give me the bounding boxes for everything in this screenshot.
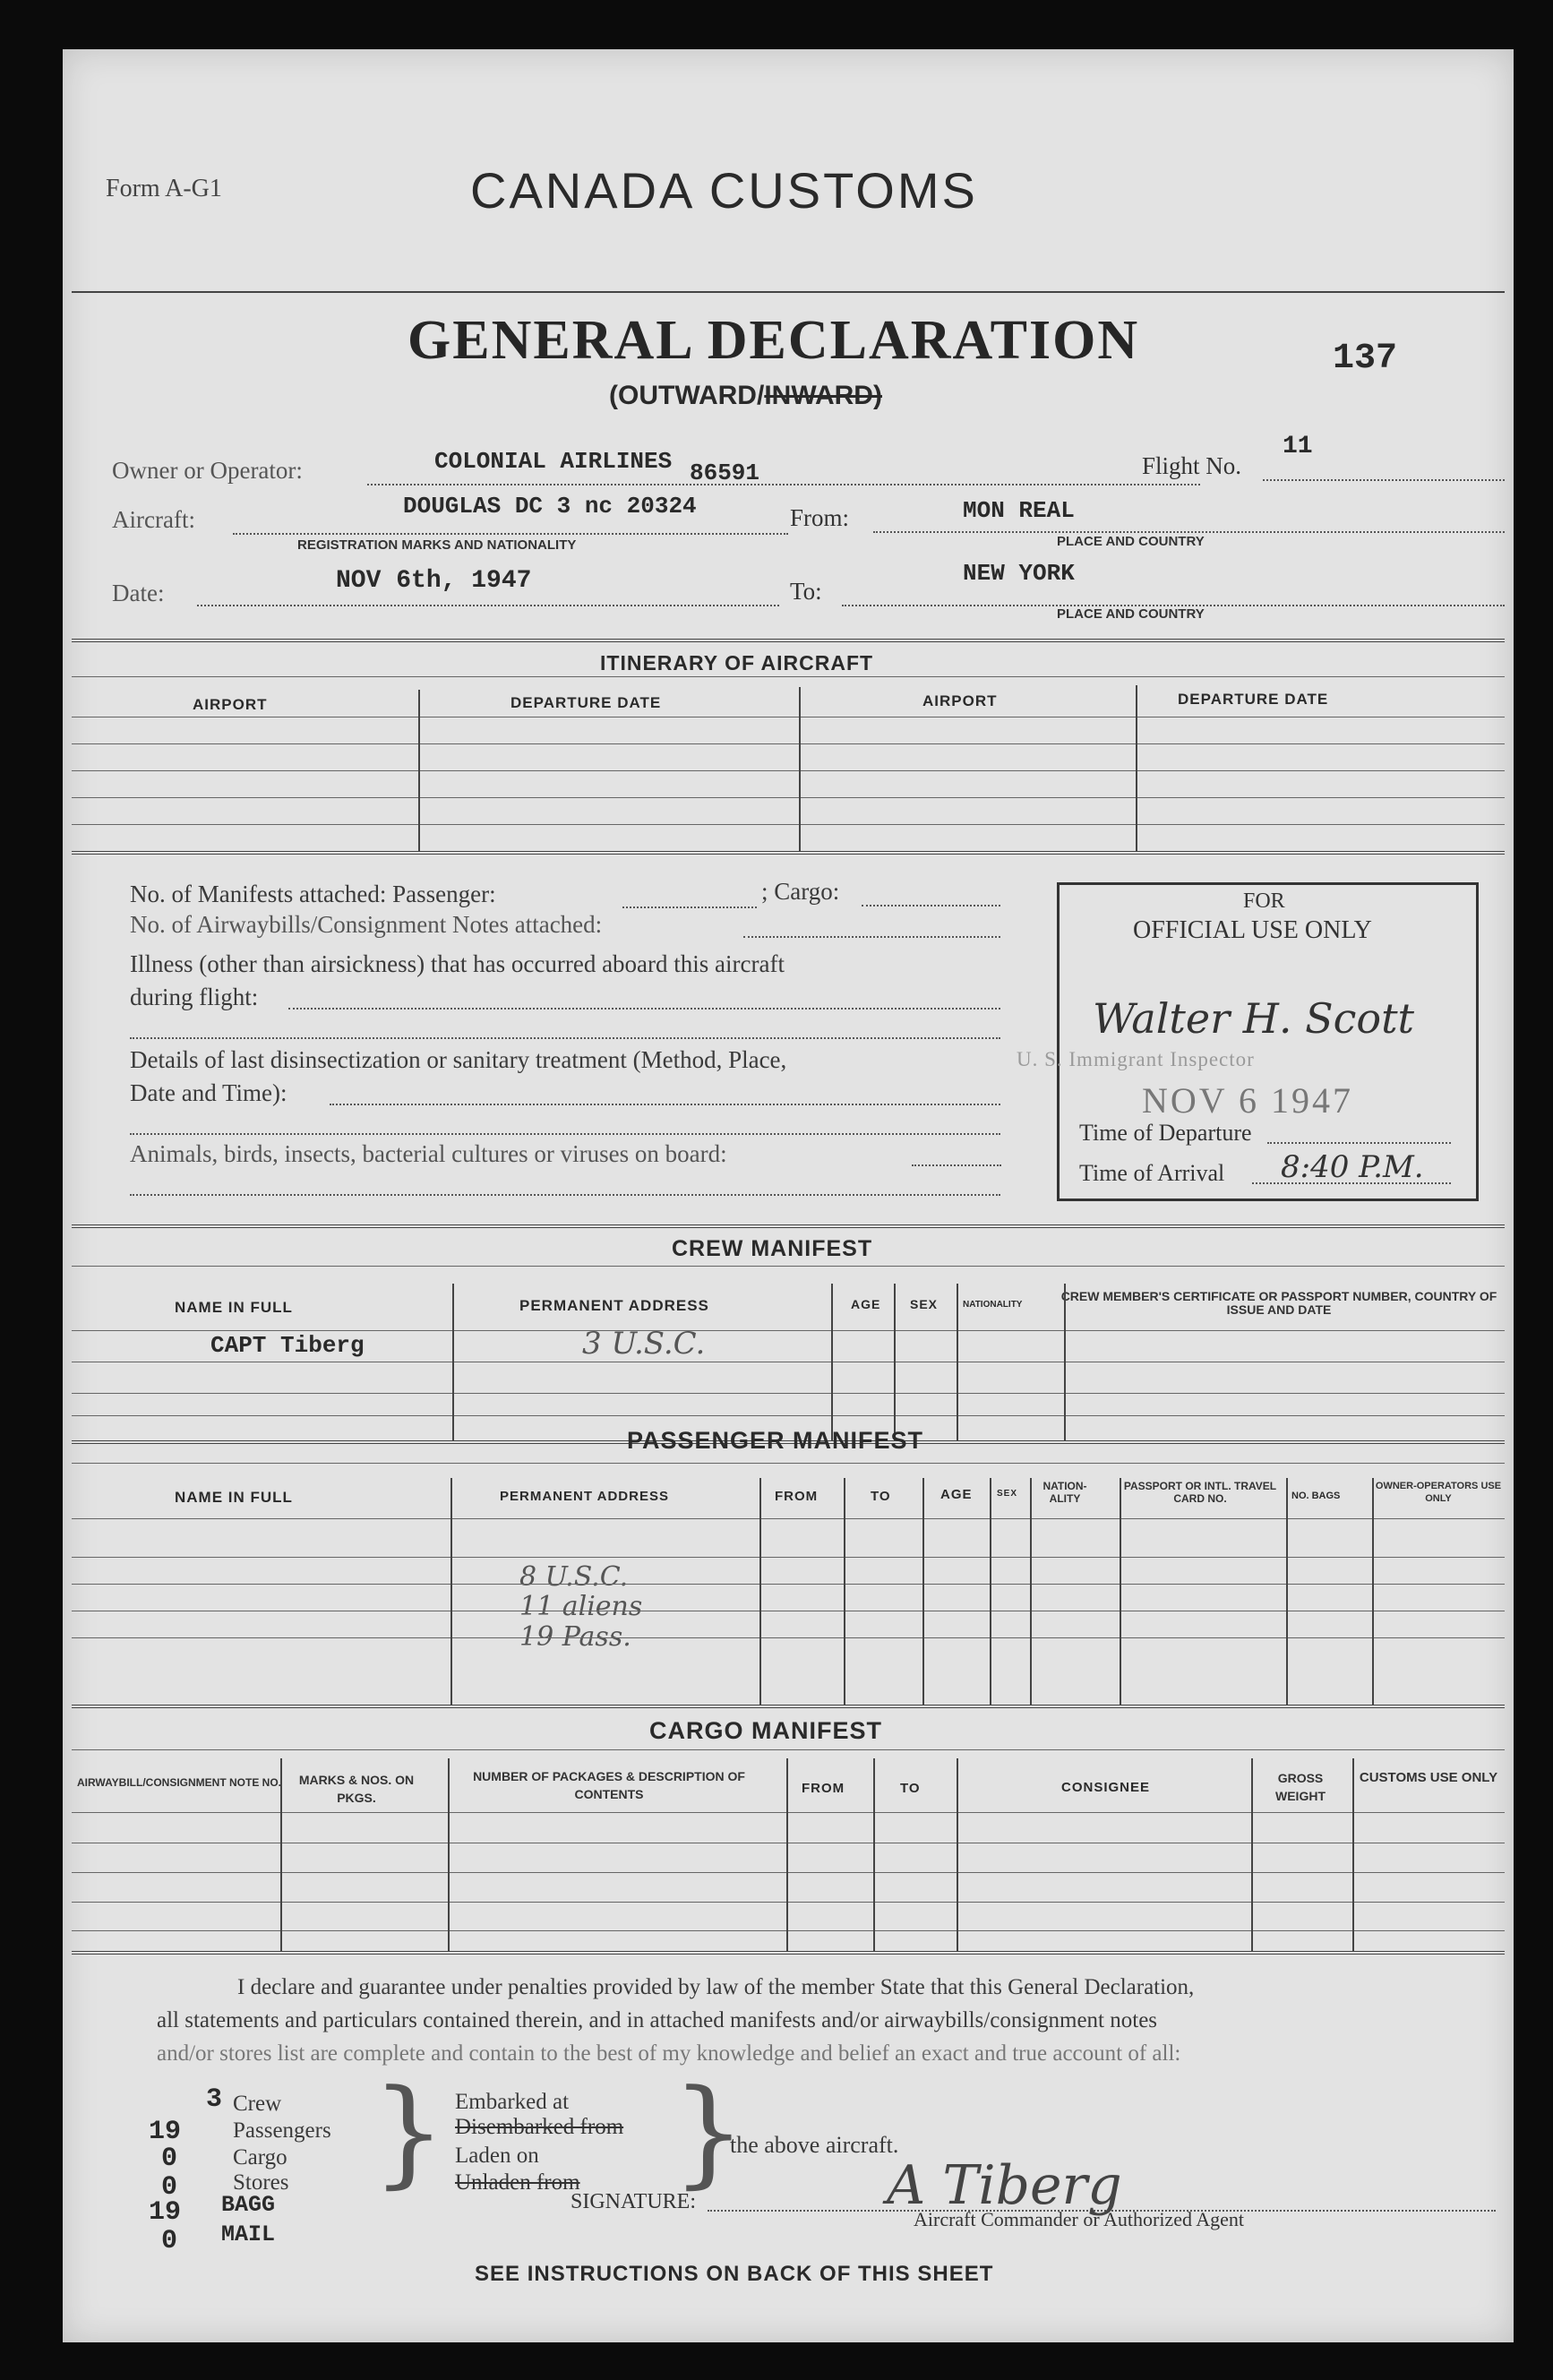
crew-row-address: 3 U.S.C. — [582, 1326, 706, 1362]
owner-number: 86591 — [690, 460, 760, 486]
pax-col-to: TO — [871, 1489, 891, 1504]
manifests-label: No. of Manifests attached: Passenger: — [130, 881, 496, 907]
disembarked-label: Disembarked from — [455, 2115, 624, 2139]
total-bagg-count: 19 — [149, 2197, 182, 2228]
itinerary-col-date-2: DEPARTURE DATE — [1178, 691, 1329, 708]
flight-value: 11 — [1283, 433, 1313, 460]
inspector-stamp: U. S. Immigrant Inspector — [1017, 1048, 1255, 1070]
pax-col-sex: SEX — [997, 1489, 1018, 1499]
pax-col-name: NAME IN FULL — [175, 1489, 293, 1506]
from-value: MON REAL — [963, 497, 1075, 524]
total-mail-label: MAIL — [221, 2221, 276, 2247]
total-pax-label: Passengers — [233, 2118, 331, 2143]
crew-row-name: CAPT Tiberg — [210, 1332, 365, 1359]
official-signature: Walter H. Scott — [1093, 994, 1415, 1043]
form-number: 137 — [1333, 339, 1398, 379]
crew-col-age: AGE — [851, 1297, 881, 1311]
total-cargo-count: 0 — [161, 2144, 178, 2174]
total-stores-label: Stores — [233, 2170, 289, 2195]
crew-col-certificate — [1055, 1290, 1503, 1317]
pax-col-age: AGE — [940, 1487, 973, 1502]
cargo-col-marks-text: MARKS & NOS. ON PKGS. — [298, 1773, 415, 1805]
crew-col-address: PERMANENT ADDRESS — [519, 1297, 709, 1314]
signature-caption: Aircraft Commander or Authorized Agent — [914, 2208, 1245, 2230]
date-value: NOV 6th, 1947 — [336, 567, 532, 595]
arrival-value: 8:40 P.M. — [1281, 1149, 1424, 1185]
cargo-col-airwaybill-text: AIRWAYBILL/CONSIGNMENT NOTE NO. — [76, 1776, 281, 1789]
total-crew-count: 3 — [206, 2084, 223, 2115]
cargo-col-customs — [1357, 1769, 1500, 1787]
footer-instructions: SEE INSTRUCTIONS ON BACK OF THIS SHEET — [475, 2262, 994, 2286]
from-label: From: — [790, 504, 850, 531]
owner-value: COLONIAL AIRLINES — [434, 448, 673, 475]
to-caption: PLACE AND COUNTRY — [1057, 606, 1205, 622]
declaration-line-3: and/or stores list are complete and contain to the best of my knowledge and belief an exact and true account of all: — [157, 2041, 1181, 2066]
unladen-label: Unladen from — [455, 2170, 580, 2195]
form-id: Form A-G1 — [106, 175, 222, 202]
cargo-col-airwaybill — [76, 1774, 282, 1791]
total-crew-label: Crew — [233, 2092, 282, 2116]
animals-label: Animals, birds, insects, bacterial cultures or viruses on board: — [130, 1140, 727, 1167]
disinsect-line-2: Date and Time): — [130, 1079, 287, 1106]
pax-col-bags: NO. BAGS — [1291, 1491, 1341, 1501]
left-brace: } — [372, 2064, 446, 2200]
laden-label: Laden on — [455, 2144, 539, 2168]
total-stores-count: 0 — [161, 2172, 178, 2203]
agency-title: CANADA CUSTOMS — [470, 162, 978, 219]
cargo-col-to: TO — [900, 1781, 921, 1796]
signature-label: SIGNATURE: — [571, 2190, 697, 2213]
disinsect-line-1: Details of last disinsectization or sanitary treatment (Method, Place, — [130, 1046, 787, 1073]
departure-label: Time of Departure — [1079, 1120, 1252, 1146]
pax-col-from: FROM — [775, 1489, 819, 1504]
pax-col-address: PERMANENT ADDRESS — [500, 1489, 669, 1504]
official-title-1: FOR — [1243, 889, 1285, 913]
crew-col-nationality: NATIONALITY — [963, 1300, 1023, 1310]
pax-entry-2: 11 aliens — [519, 1591, 643, 1622]
cargo-title: CARGO MANIFEST — [649, 1717, 882, 1744]
total-mail-count: 0 — [161, 2226, 178, 2256]
total-bagg-label: BAGG — [221, 2192, 276, 2218]
to-value: NEW YORK — [963, 560, 1075, 587]
aircraft-caption: REGISTRATION MARKS AND NATIONALITY — [297, 537, 577, 553]
crew-col-certificate-text: CREW MEMBER'S CERTIFICATE OR PASSPORT NUMBER, COUNTRY OF ISSUE AND DATE — [1060, 1289, 1497, 1317]
stamp-date: NOV 6 1947 — [1142, 1080, 1353, 1121]
flight-label: Flight No. — [1142, 452, 1242, 479]
arrival-label: Time of Arrival — [1079, 1160, 1225, 1186]
declaration-line-2: all statements and particulars contained therein, and in attached manifests and/or airwaybills/consignment notes — [157, 2008, 1158, 2032]
itinerary-col-airport-1: AIRPORT — [193, 696, 268, 713]
illness-line-1: Illness (other than airsickness) that has occurred aboard this aircraft — [130, 950, 785, 977]
from-caption: PLACE AND COUNTRY — [1057, 534, 1205, 549]
cargo-col-consignee: CONSIGNEE — [1061, 1780, 1151, 1795]
illness-line-2: during flight: — [130, 984, 259, 1010]
embarked-label: Embarked at — [455, 2090, 570, 2114]
pax-col-passport-text: PASSPORT OR INTL. TRAVEL CARD NO. — [1123, 1480, 1277, 1505]
aircraft-value: DOUGLAS DC 3 nc 20324 — [403, 493, 697, 520]
subtitle-inward: INWARD) — [764, 381, 882, 410]
pax-col-nationality-text: NATION-ALITY — [1042, 1480, 1087, 1505]
cargo-col-packages-text: NUMBER OF PACKAGES & DESCRIPTION OF CONTENTS — [473, 1769, 745, 1801]
crew-title: CREW MANIFEST — [672, 1236, 873, 1261]
cargo-col-marks — [294, 1771, 419, 1807]
pax-col-nationality — [1034, 1480, 1096, 1505]
official-title-2: OFFICIAL USE ONLY — [1133, 916, 1372, 944]
cargo-col-weight — [1256, 1769, 1345, 1805]
date-label: Date: — [112, 580, 165, 606]
to-label: To: — [790, 578, 822, 605]
itinerary-col-date-1: DEPARTURE DATE — [511, 694, 662, 711]
cargo-col-customs-text: CUSTOMS USE ONLY — [1359, 1770, 1498, 1785]
form-subtitle — [609, 381, 882, 411]
right-brace: } — [672, 2064, 746, 2200]
declaration-form — [63, 49, 1514, 2342]
itinerary-col-airport-2: AIRPORT — [922, 692, 998, 709]
pax-entry-3: 19 Pass. — [519, 1621, 631, 1653]
passenger-title: PASSENGER MANIFEST — [627, 1427, 924, 1454]
total-pax-count: 19 — [149, 2117, 182, 2147]
header-rule — [72, 291, 1505, 293]
itinerary-title: ITINERARY OF AIRCRAFT — [600, 651, 874, 674]
pax-col-passport — [1120, 1480, 1281, 1505]
owner-label: Owner or Operator: — [112, 457, 303, 484]
embark-suffix: the above aircraft. — [730, 2132, 899, 2158]
crew-col-name: NAME IN FULL — [175, 1299, 293, 1316]
cargo-col-weight-text: GROSS WEIGHT — [1275, 1771, 1326, 1803]
airwaybills-label: No. of Airwaybills/Consignment Notes attached: — [130, 911, 603, 938]
pax-col-owner — [1372, 1480, 1505, 1505]
pax-entry-1: 8 U.S.C. — [519, 1561, 629, 1593]
aircraft-label: Aircraft: — [112, 506, 195, 533]
form-title: GENERAL DECLARATION — [408, 310, 1140, 371]
total-cargo-label: Cargo — [233, 2145, 287, 2169]
declaration-line-1: I declare and guarantee under penalties provided by law of the member State that this General Declaration, — [237, 1975, 1195, 1999]
cargo-col-from: FROM — [802, 1781, 845, 1796]
crew-col-sex: SEX — [910, 1297, 939, 1311]
subtitle-outward: (OUTWARD/ — [609, 381, 765, 410]
signature-value: A Tiberg — [887, 2154, 1122, 2217]
cargo-label: ; Cargo: — [761, 878, 840, 905]
cargo-col-packages — [461, 1767, 757, 1803]
pax-col-owner-text: OWNER-OPERATORS USE ONLY — [1375, 1481, 1502, 1504]
